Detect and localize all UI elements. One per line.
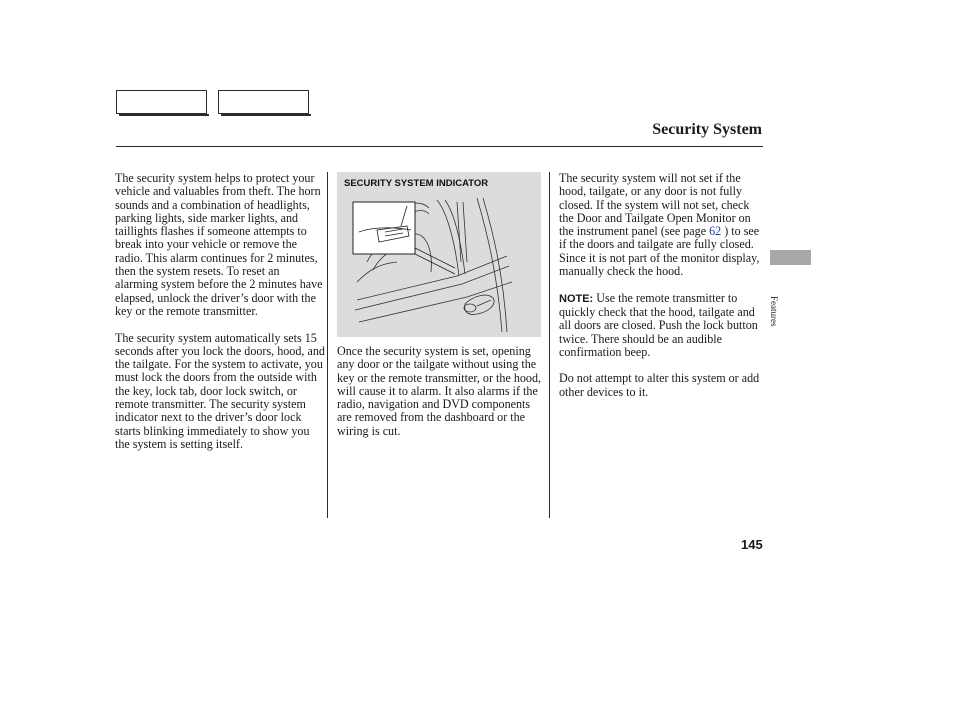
header-rule	[116, 146, 763, 147]
paragraph: The security system helps to protect your vehicle and valuables from theft. The horn sounds and a combination of headlights, parking lights, side marker lights, and taillights flashes if someone attempts to break into your vehicle or remove the radio. This alarm continues for 2 minutes, then the system resets. To reset an alarming system before the 2 minutes have elapsed, unlock the driver’s door with the key or the remote transmitter.	[115, 171, 323, 318]
text-span: Use the remote transmitter to quickly check that the hood, tailgate and all doors are closed. Push the lock button twice. There should be an audible confirmation beep.	[559, 290, 758, 359]
page-reference-link[interactable]: 62	[709, 224, 722, 239]
paragraph: Once the security system is set, opening any door or the tailgate without using the key or the remote transmitter, or the hood, will cause it to alarm. It also alarms if the radio, navigation and DVD components are removed from the dashboard or the wiring is cut.	[337, 344, 542, 438]
section-label: Features	[769, 296, 779, 327]
column-1	[115, 172, 325, 465]
paragraph	[559, 172, 765, 278]
column-2	[337, 345, 543, 451]
section-tab	[770, 250, 811, 265]
table-of-contents-button[interactable]	[218, 90, 309, 114]
security-indicator-figure	[337, 172, 541, 337]
column-divider	[327, 172, 328, 518]
page-title: Security System	[652, 121, 762, 138]
column-3	[559, 172, 765, 412]
paragraph: The security system automatically sets 15 seconds after you lock the doors, hood, and the tailgate. For the system to activate, you must lock the doors from the outside with the key, lock tab, door lock switch, or remote transmitter. The security system indicator next to the driver’s door lock starts blinking immediately to show you the system is setting itself.	[115, 330, 325, 451]
note-paragraph	[559, 292, 765, 359]
note-label: NOTE:	[559, 292, 594, 305]
figure-caption: SECURITY SYSTEM INDICATOR	[344, 178, 489, 189]
main-menu-button[interactable]	[116, 90, 207, 114]
text-span: The security system will not set if the hood, tailgate, or any door is not fully closed. If the system will not set, check the Door and Tailgate Open Monitor on the instrument panel (see page	[559, 171, 751, 239]
column-divider	[549, 172, 550, 518]
page-number: 145	[741, 537, 763, 552]
paragraph: Do not attempt to alter this system or add other devices to it.	[559, 371, 760, 399]
text-span: ) to see if the doors and tailgate are fully closed. Since it is not part of the monitor display, manually check the hood.	[559, 224, 760, 279]
car-door-illustration	[337, 172, 541, 337]
